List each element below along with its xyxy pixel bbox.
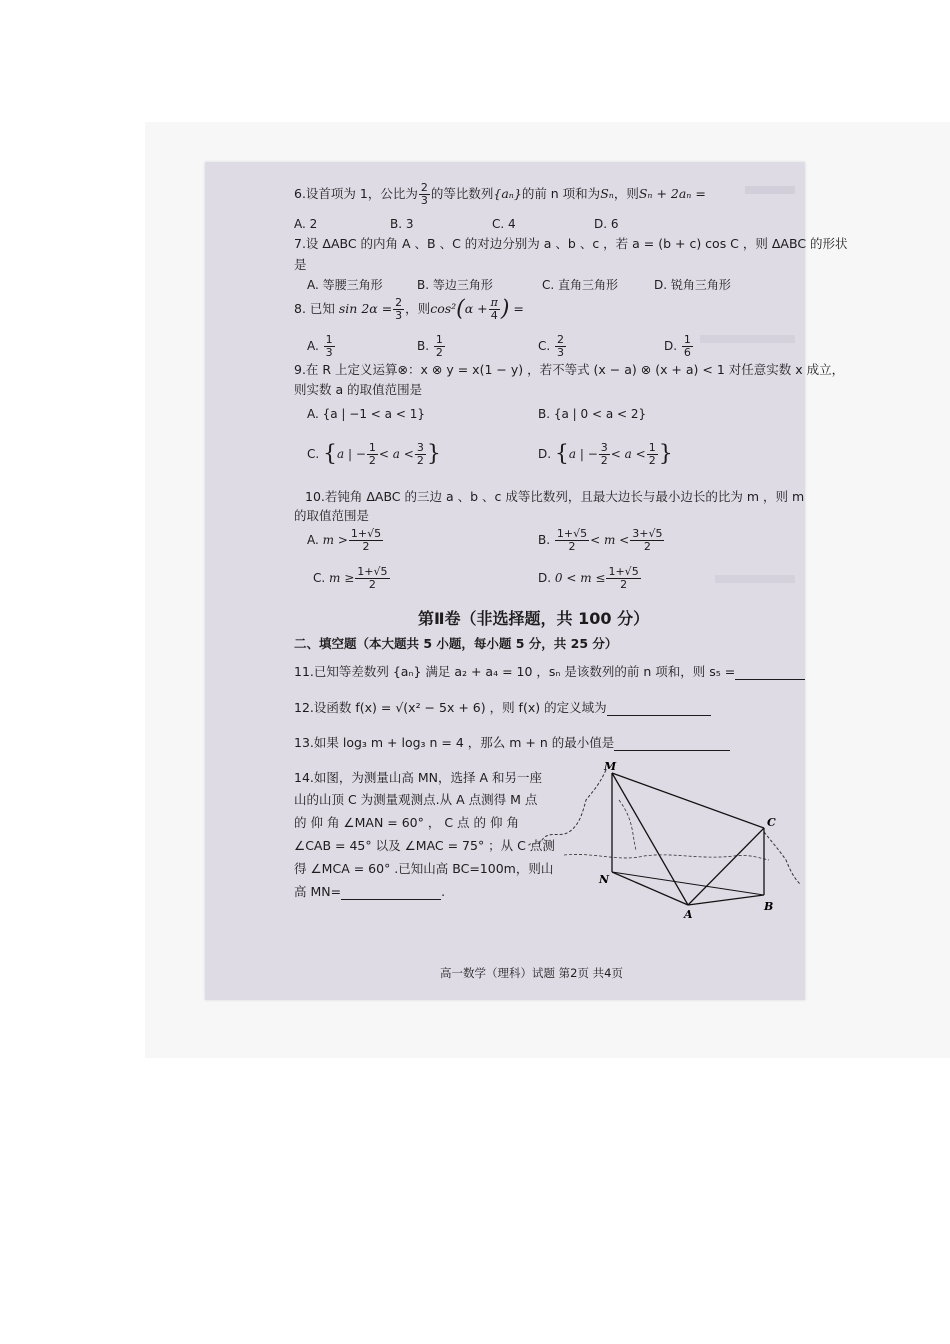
question-8-stem: 8. 已知 sin 2α = $\frac{2}{3}$ ，则cos²(α + $\frac{\pi}{4}$ ) =: [294, 296, 524, 322]
question-10-option-d: D. 0 < m ≤ $\frac{1+√5}{2}$: [538, 565, 639, 591]
question-6-ratio-fraction: $\frac{2}{3}$: [420, 181, 428, 207]
question-9-option-a: A. {a | −1 < a < 1}: [307, 407, 425, 421]
question-6-option-b: B. 3: [390, 217, 414, 231]
question-6-sum-symbol: Sₙ: [600, 186, 614, 201]
line-MC: [612, 773, 764, 828]
question-10-option-a: A. m > $\frac{1+√5}{2}$: [307, 527, 382, 553]
question-6-text-a: 6.设首项为 1，公比为: [294, 186, 418, 201]
question-11-answer-blank[interactable]: [735, 665, 805, 680]
question-6-expression: Sₙ + 2aₙ =: [638, 186, 706, 201]
inner-ridge: [619, 800, 636, 850]
line-NB: [612, 872, 764, 895]
question-6-option-a: A. 2: [294, 217, 318, 231]
question-14-line-6: 高 MN= .: [294, 884, 446, 899]
bleed-through-mark: [745, 186, 795, 194]
question-7-stem-continued: 是: [294, 257, 307, 272]
question-9-option-c: C. {a | − $\frac{1}{2}$ < a < $\frac{3}{2}$ }: [307, 441, 441, 467]
question-14-answer-blank[interactable]: [341, 885, 441, 900]
ground-outline: [564, 854, 769, 860]
label-N: N: [599, 873, 610, 886]
question-14-line-3: 的 仰 角 ∠MAN = 60° ， C 点 的 仰 角: [294, 815, 519, 830]
question-8-option-d: D. $\frac{1}{6}$: [664, 333, 691, 359]
label-M: M: [604, 760, 617, 773]
label-A: A: [684, 908, 693, 920]
question-14-line-1: 14.如图，为测量山高 MN，选择 A 和另一座: [294, 770, 542, 785]
question-6-stem: [294, 182, 706, 207]
question-6-sequence: {aₙ}: [493, 186, 522, 201]
question-11: 11.已知等差数列 {aₙ} 满足 a₂ + a₄ = 10 ，sₙ 是该数列的前 n 项和，则 s₅ =: [294, 664, 805, 680]
question-8-given-fraction: $\frac{2}{3}$: [395, 296, 403, 322]
mountain-measurement-figure: [524, 760, 814, 920]
bleed-through-mark: [715, 575, 795, 583]
question-8-option-a: A. $\frac{1}{3}$: [307, 333, 333, 359]
question-8-option-b: B. $\frac{1}{2}$: [417, 333, 443, 359]
line-MA: [612, 773, 688, 905]
part-2-title: 第Ⅱ卷（非选择题，共 100 分）: [418, 609, 650, 628]
question-7-option-d: D. 锐角三角形: [654, 278, 731, 292]
question-13-answer-blank[interactable]: [614, 736, 730, 751]
question-7-option-b: B. 等边三角形: [417, 278, 493, 292]
question-12-answer-blank[interactable]: [607, 701, 711, 716]
section-fill-in-heading: 二、填空题（本大题共 5 小题，每小题 5 分，共 25 分）: [294, 636, 618, 651]
line-AB: [688, 895, 764, 905]
question-10-stem-continued: 的取值范围是: [294, 508, 370, 523]
question-6-option-c: C. 4: [492, 217, 516, 231]
question-9-option-d: D. {a | − $\frac{3}{2}$ < a < $\frac{1}{2}$ }: [538, 441, 673, 467]
question-14-line-5: 得 ∠MCA = 60° .已知山高 BC=100m，则山: [294, 861, 554, 876]
question-10-option-b: B. $\frac{1+√5}{2}$ < m < $\frac{3+√5}{2}$: [538, 527, 663, 553]
label-C: C: [767, 816, 776, 829]
label-B: B: [764, 900, 774, 913]
question-8-option-c: C. $\frac{2}{3}$: [538, 333, 565, 359]
question-9-option-b: B. {a | 0 < a < 2}: [538, 407, 647, 421]
question-9-stem-continued: 则实数 a 的取值范围是: [294, 382, 423, 397]
question-13: 13.如果 log₃ m + log₃ n = 4 ，那么 m + n 的最小值是: [294, 735, 730, 751]
question-7-option-c: C. 直角三角形: [542, 278, 619, 292]
question-8-pi-fraction: $\frac{\pi}{4}$: [490, 296, 498, 322]
question-14-line-4: ∠CAB = 45° 以及 ∠MAC = 75° ；从 C 点测: [294, 838, 555, 853]
page-footer: 高一数学（理科）试题 第2页 共4页: [440, 966, 623, 980]
question-6-text-c: 的前 n 项和为: [521, 186, 601, 201]
left-mountain-outline: [528, 770, 606, 846]
line-NA: [612, 872, 688, 905]
question-8-given: sin 2α =: [338, 301, 393, 316]
question-8-target: cos²(α +: [430, 296, 488, 322]
question-7-option-a: A. 等腰三角形: [307, 278, 383, 292]
question-12: 12.设函数 f(x) = √(x² − 5x + 6) ，则 f(x) 的定义域为: [294, 700, 711, 716]
right-mountain-outline: [764, 832, 800, 884]
question-6-option-d: D. 6: [594, 217, 619, 231]
question-14-line-2: 山的山顶 C 为测量观测点.从 A 点测得 M 点: [294, 792, 538, 807]
question-10-stem: 10.若钝角 ΔABC 的三边 a 、b 、c 成等比数列，且最大边长与最小边长的比为 m ，则 m: [305, 489, 805, 504]
question-9-stem: 9.在 R 上定义运算⊗：x ⊗ y = x(1 − y) ，若不等式 (x − a) ⊗ (x + a) < 1 对任意实数 x 成立，: [294, 362, 845, 377]
question-6-text-b: 的等比数列: [430, 186, 494, 201]
question-6-text-d: ，则: [613, 186, 639, 201]
question-7-stem: 7.设 ΔABC 的内角 A 、B 、C 的对边分别为 a 、b 、c ，若 a = (b + c) cos C ，则 ΔABC 的形状: [294, 236, 848, 251]
question-10-option-c: C. m ≥ $\frac{1+√5}{2}$: [313, 565, 388, 591]
bleed-through-mark: [700, 335, 795, 343]
